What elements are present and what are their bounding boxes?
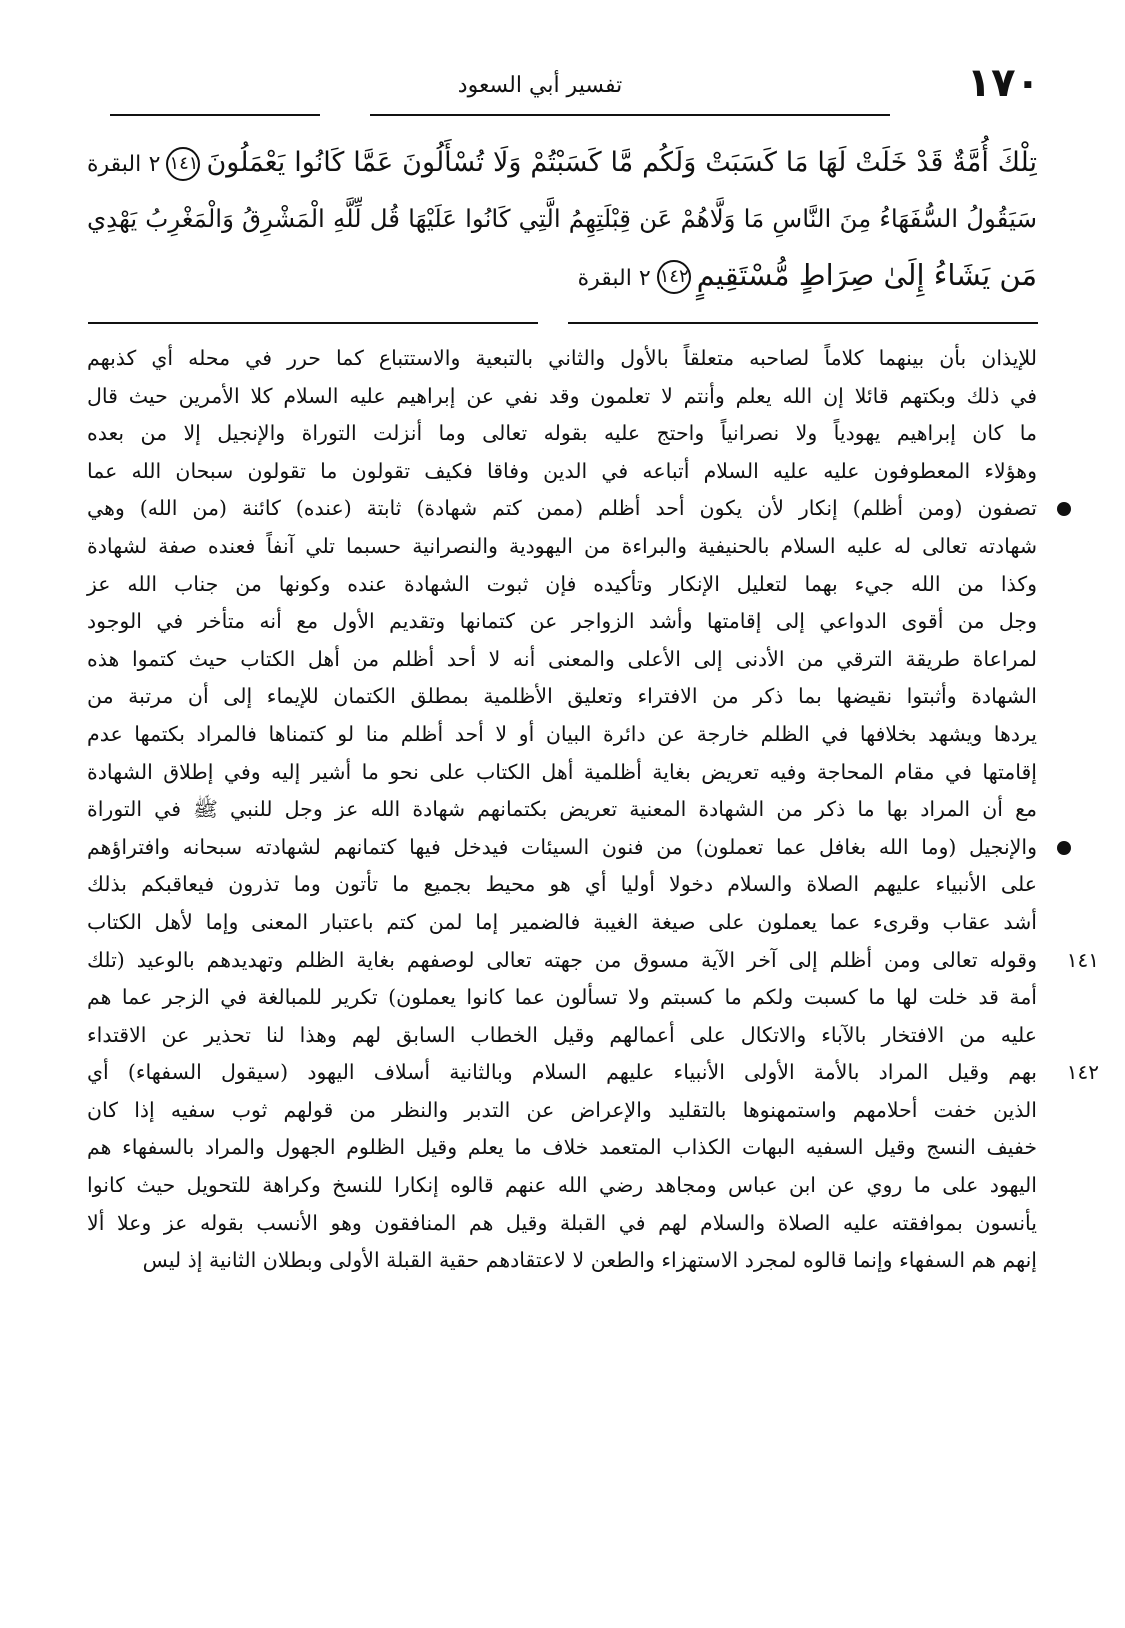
commentary-line <box>87 791 1037 829</box>
page-number: ١٧٠ <box>966 60 1040 106</box>
commentary-line-text: في ذلك وبكتهم قائلا إن الله يعلم وأنتم لا تعلمون وقد نفي عن إبراهيم عليه السلام كلا الأمرين حيث قال <box>87 383 1037 408</box>
page-header <box>90 60 1040 120</box>
surah-reference: ٢ البقرة <box>577 266 651 291</box>
commentary-line <box>87 716 1037 754</box>
verse-number-marker: ١٤٢ <box>1066 1060 1099 1085</box>
commentary-line-text: يردها ويشهد بخلافها في الظلم خارجة عن دائرة البيان أو لا أحد أظلم منا لو كتمناها فالمراد بكتمها عدم <box>87 721 1037 746</box>
surah-reference: ٢ البقرة <box>87 152 161 177</box>
commentary-line-text: يأنسون بموافقته عليه الصلاة والسلام لهم في القبلة وقيل هم المنافقون وهو الأنسب بقوله عز وعلا ألا <box>87 1210 1037 1235</box>
running-title: تفسير أبي السعود <box>457 73 623 98</box>
commentary-line-text: على الأنبياء عليهم الصلاة والسلام دخولا أوليا أي هو محيط بجميع ما تأتون وما تذرون فيعاقبكم بذلك <box>87 872 1037 897</box>
commentary-line <box>87 566 1037 604</box>
commentary-line-text: ما كان إبراهيم يهودياً ولا نصرانياً واحتج عليه بقوله تعالى وما أنزلت التوراة والإنجيل إلا من بعده <box>87 421 1037 446</box>
commentary-line <box>87 1092 1037 1130</box>
commentary-line <box>87 678 1037 716</box>
commentary-line <box>87 641 1037 679</box>
verse-number-marker: ١٤١ <box>1066 947 1099 972</box>
commentary-line-text: لمراعاة طريقة الترقي من الأدنى إلى الأعلى والمعنى أنه لا أحد أظلم من أهل الكتاب حيث كتموا هذه <box>87 646 1037 671</box>
commentary-line-text: بهم وقيل المراد بالأمة الأولى الأنبياء عليهم السلام وبالثانية أسلاف اليهود (سيقول السفهاء) أي <box>87 1060 1037 1085</box>
commentary-line <box>87 1205 1037 1243</box>
commentary-line-text: عليه من الافتخار بالآباء والاتكال على أعمالهم وقيل الخطاب السابق لهم وهذا لنا تحذير عن الاقتداء <box>87 1022 1037 1047</box>
header-rule <box>110 114 320 116</box>
bullet-dot-icon <box>1057 841 1071 855</box>
commentary-line-text: وكذا من الله جيء بهما لتعليل الإنكار وتأكيده فإن ثبوت الشهادة عنده وكونها من جناب الله عز <box>87 571 1037 596</box>
header-rule <box>370 114 890 116</box>
verse-separator <box>88 322 1038 325</box>
commentary-line <box>87 1017 1037 1055</box>
commentary-line-text: إنهم هم السفهاء وإنما قالوه لمجرد الاستهزاء والطعن لا لاعتقادهم حقية القبلة الأولى وبطلان الثانية إذ ليس <box>142 1248 1037 1273</box>
commentary-line <box>87 603 1037 641</box>
commentary-line-text: مع أن المراد بها ما ذكر من الشهادة المعنية تعريض بكتمانهم شهادة الله عز وجل للنبي ﷺ في التوراة <box>87 797 1037 822</box>
commentary-line-text: وقوله تعالى ومن أظلم إلى آخر الآية مسوق من جهته تعالى لوصفهم بغاية الظلم وتهديدهم بالوعيد (تلك <box>87 947 1037 972</box>
commentary-line <box>87 528 1037 566</box>
commentary-line <box>87 378 1037 416</box>
commentary-line <box>87 490 1037 528</box>
commentary-line-text: إقامتها في مقام المحاجة وفيه تعريض بغاية أظلمية أهل الكتاب على نحو ما أشير إليه وفي إطلاق الشهادة <box>87 759 1037 784</box>
verse-text: مَن يَشَاءُ إِلَىٰ صِرَاطٍ مُّسْتَقِيمٍ <box>696 258 1037 292</box>
commentary-line-text: للإيذان بأن بينهما كلاماً لصاحبه متعلقاً بالأول والثاني بالتبعية والاستتباع كما حرر في محله أي كذبهم <box>87 346 1037 370</box>
commentary-line-text: وهؤلاء المعطوفون عليه عليه السلام أتباعه في الدين وفاقا فكيف تقولون ما تقولون سبحان الله عما <box>87 458 1037 483</box>
commentary-line <box>87 1242 1037 1280</box>
commentary-line <box>87 415 1037 453</box>
commentary-line <box>87 979 1037 1017</box>
verse-line <box>87 135 1037 191</box>
commentary-line <box>87 1129 1037 1167</box>
verse-line <box>87 191 1037 247</box>
commentary-line-text: أشد عقاب وقرىء عما يعملون على صيغة الغيبة فالضمير إما لمن كتم باعتبار المعنى وإما لأهل الكتاب <box>87 909 1037 934</box>
commentary-line <box>87 340 1037 378</box>
bullet-dot-icon <box>1057 502 1071 516</box>
quran-verses <box>87 135 1037 303</box>
commentary-line <box>87 942 1099 980</box>
separator-rule <box>88 322 538 324</box>
commentary-line <box>87 1167 1037 1205</box>
commentary-line <box>87 1054 1099 1092</box>
verse-text: تِلْكَ أُمَّةٌ قَدْ خَلَتْ لَهَا مَا كَسَبَتْ وَلَكُم مَّا كَسَبْتُمْ وَلَا تُسْأَلُونَ عَمَّا كَانُوا يَعْمَلُونَ <box>206 147 1037 178</box>
commentary-line <box>87 829 1037 867</box>
verse-line <box>87 247 1037 303</box>
commentary-line-text: شهادته تعالى له عليه السلام بالحنيفية والبراءة من اليهودية والنصرانية حسبما تلي آنفاً فعنده صفة لشهادة <box>87 533 1037 558</box>
separator-rule <box>568 322 1038 324</box>
commentary-line <box>87 904 1037 942</box>
commentary-line <box>87 866 1037 904</box>
commentary-line <box>87 453 1037 491</box>
commentary-line-text: الذين خفت أحلامهم واستمهنوها بالتقليد والإعراض عن التدبر والنظر من قولهم ثوب سفيه إذا كان <box>87 1097 1037 1122</box>
commentary-line-text: وجل من أقوى الدواعي إلى إقامتها وأشد الزواجر عن كتمانها وتقديم الأول مع أنه متأخر في الوجود <box>87 609 1037 634</box>
commentary-line-text: اليهود على ما روي عن ابن عباس ومجاهد رضي الله عنهم قالوه إنكارا للنسخ وكراهة للتحويل حيث كانوا <box>87 1173 1037 1198</box>
ayah-number-mark: ١٤١ <box>166 147 200 181</box>
commentary-line-text: الشهادة وأثبتوا نقيضها بما ذكر من الافتراء وتعليق الأظلمية بمطلق الكتمان للإيماء إلى أن مرتبة من <box>87 684 1037 709</box>
ayah-number-mark: ١٤٢ <box>657 260 691 294</box>
commentary-line-text: تصفون (ومن أظلم) إنكار لأن يكون أحد أظلم (ممن كتم شهادة) ثابتة (عنده) كائنة (من الله) وهي <box>87 496 1037 521</box>
commentary-line-text: أمة قد خلت لها ما كسبت ولكم ما كسبتم ولا تسألون عما كانوا يعملون) تكرير للمبالغة في الزجر عما هم <box>87 985 1037 1010</box>
commentary-text <box>87 340 1099 1280</box>
commentary-line-text: خفيف النسج وقيل السفيه البهات الكذاب المتعمد خلاف ما يعلم وقيل الظلوم الجهول والمراد بالسفهاء هم <box>87 1135 1037 1160</box>
commentary-line <box>87 754 1037 792</box>
commentary-line-text: والإنجيل (وما الله بغافل عما تعملون) من فنون السيئات فيدخل فيها كتمانهم لشهادته سبحانه وافتراؤهم <box>87 834 1037 859</box>
verse-text: سَيَقُولُ السُّفَهَاءُ مِنَ النَّاسِ مَا وَلَّاهُمْ عَن قِبْلَتِهِمُ الَّتِي كَانُوا عَلَيْهَا قُل لِّلَّهِ الْمَشْرِقُ وَالْمَغْرِبُ يَهْدِي <box>87 204 1037 233</box>
